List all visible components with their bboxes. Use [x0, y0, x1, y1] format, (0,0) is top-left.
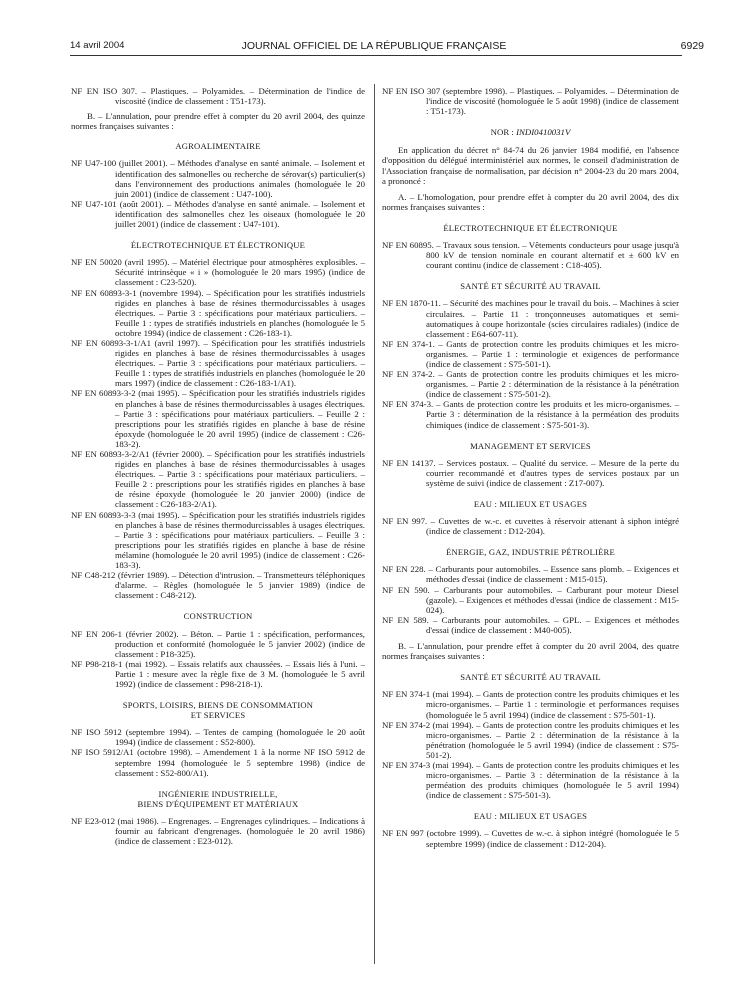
standard-entry: NF C48-212 (février 1989). – Détection d'intrusion. – Transmetteurs téléphoniques d'alarme. – Règles (homologuée le 5 janvier 1989) (indice de classement : C48-212). [71, 570, 365, 601]
standard-entry: NF EN 1870-11. – Sécurité des machines pour le travail du bois. – Machines à scier circulaires. – Partie 11 : tronçonneuses automatiques et semi-automatiques à coupe horizontale (scies circulaires radiales) (indice de classement : E64-607-11). [382, 298, 679, 339]
standard-entry: NF EN 60893-3-3 (mai 1995). – Spécification pour les stratifiés industriels rigides en planches à base de résines thermodurcissables à usages électriques. – Partie 3 : spécifications pour matériaux particuliers. – Feuille 3 : prescriptions pour les stratifiés rigides en planche à base de résine mélamine (homologuée le 20 avril 1995) (indice de classement : C26-183-3). [71, 509, 365, 571]
standard-entry: NF P98-218-1 (mai 1992). – Essais relatifs aux chaussées. – Essais liés à l'uni. – Partie 1 : mesure avec la règle fixe de 3 M. (homologuée le 5 avril 1992) (indice de classement : P98-218-1). [71, 658, 365, 689]
standard-entry: NF EN 589. – Carburants pour automobiles. – GPL. – Exigences et méthodes d'essai (indice de classement : M40-005). [382, 614, 679, 635]
standard-entry: NF EN 60893-3-1 (novembre 1994). – Spécification pour les stratifiés industriels rigides en planches à base de résines thermodurcissables à usages électriques. – Partie 3 : spécifications pour matériaux particuliers. – Feuille 1 : types de stratifiés industriels en planches (homologuée le 5 octobre 1994) (indice de classement : C26-183-1). [71, 287, 365, 338]
standard-entry: NF EN 60895. – Travaux sous tension. – Vêtements conducteurs pour usage jusqu'à 800 kV de tension nominale en courant alternatif et ± 600 kV en courant continu (indice de classement : C18-405). [382, 240, 679, 271]
section-heading: MANAGEMENT ET SERVICES [470, 440, 591, 451]
standard-entry: NF E23-012 (mai 1986). – Engrenages. – Engrenages cylindriques. – Indications à fournir au fabricant d'engrenages. (homologuée le 20 avril 1986) (indice de classement : E23-012). [71, 815, 365, 847]
left-column [71, 86, 365, 846]
standard-entry: NF EN 206-1 (février 2002). – Béton. – Partie 1 : spécification, performances, production et conformité (homologuée le 5 janvier 2002) (indice de classement : P18-325). [71, 628, 365, 659]
header-page-number: 6929 [680, 40, 704, 52]
standard-entry: NF EN 997. – Cuvettes de w.-c. et cuvettes à réservoir attenant à siphon intégré (indice de classement : D12-204). [382, 516, 679, 537]
column-divider [374, 84, 375, 964]
standard-entry: NF EN 60893-3-1/A1 (avril 1997). – Spécification pour les stratifiés industriels rigides en planches à base de résines thermodurcissables à usages électriques. – Partie 3 : spécifications pour matériaux particuliers. – Feuille 1 : types de stratifiés industriels en planches (homologuée le 20 mars 1997) (indice de classement : C26-183-1/A1). [71, 337, 365, 389]
standard-entry: NF EN 60893-3-2 (mai 1995). – Spécification pour les stratifiés industriels rigides en planches à base de résines thermodurcissables à usages électriques. – Partie 3 : spécifications pour matériaux particuliers. – Feuille 2 : prescriptions pour les stratifiés rigides en planche à base de résine époxyde (homologuée le 20 avril 1995) (indice de classement : C26-183-2). [71, 388, 365, 449]
standard-entry: NF EN 228. – Carburants pour automobiles. – Essence sans plomb. – Exigences et méthodes d'essai (indice de classement : M15-015). [382, 564, 679, 585]
section-heading: ÉLECTROTECHNIQUE ET ÉLECTRONIQUE [130, 240, 306, 251]
section-heading: EAU : MILIEUX ET USAGES [473, 499, 588, 509]
header-date: 14 avril 2004 [70, 40, 125, 51]
section-heading: EAU : MILIEUX ET USAGES [473, 811, 588, 822]
section-heading-line: BIENS D'ÉQUIPEMENT ET MATÉRIAUX [137, 798, 299, 809]
paragraph: En application du décret n° 84-74 du 26 janvier 1984 modifié, en l'absence d'opposition du délégué interministériel aux normes, le conseil d'administration de l'Association française de normalisation, par décision n° 2004-23 du 20 mars 2004, a prononcé : [382, 145, 679, 186]
section-heading-line: INGÉNIERIE INDUSTRIELLE, [158, 788, 278, 799]
standard-entry: NF EN 374-1. – Gants de protection contre les produits chimiques et les micro-organismes. – Partie 1 : terminologie et exigences de performance (indice de classement : S75-501-1). [382, 338, 679, 369]
paragraph: A. – L'homologation, pour prendre effet à compter du 20 avril 2004, des dix normes françaises suivantes : [382, 191, 679, 212]
standard-entry: NF EN 590. – Carburants pour automobiles. – Carburant pour moteur Diesel (gazole). – Exigences et méthodes d'essai (indice de classement : M15-024). [382, 584, 679, 615]
standard-entry: NF EN 374-1 (mai 1994). – Gants de protection contre les produits chimiques et les micro-organismes. – Partie 1 : terminologie et performances requises (homologuée le 5 avril 1994) (indice de classement : S75-501-1). [382, 689, 679, 720]
header-journal-title: JOURNAL OFFICIEL DE LA RÉPUBLIQUE FRANÇAISE [241, 40, 507, 52]
standard-entry: NF EN ISO 307. – Plastiques. – Polyamides. – Détermination de l'indice de viscosité (indice de classement : T51-173). [71, 86, 365, 107]
nor-code: INDI0410031V [516, 127, 571, 138]
standard-entry: NF U47-100 (juillet 2001). – Méthodes d'analyse en santé animale. – Isolement et identification des salmonelles ou recherche de sérovar(s) particulier(s) dans l'environnement des productions animales (homologuée le 20 juin 2001) (indice de classement : U47-100). [71, 158, 365, 199]
section-heading-line: SPORTS, LOISIRS, BIENS DE CONSOMMATION [122, 700, 314, 711]
paragraph: B. – L'annulation, pour prendre effet à compter du 20 avril 2004, des quatre normes françaises suivantes : [382, 641, 679, 662]
right-column [382, 86, 679, 849]
standard-entry: NF ISO 5912 (septembre 1994). – Tentes de camping (homologuée le 20 août 1994) (indice de classement : S52-800). [71, 727, 365, 748]
section-heading: AGROALIMENTAIRE [175, 141, 261, 152]
section-heading [71, 700, 365, 720]
section-heading-line: ET SERVICES [190, 710, 246, 721]
paragraph: B. – L'annulation, pour prendre effet à compter du 20 avril 2004, des quinze normes françaises suivantes : [71, 111, 365, 132]
nor-reference [382, 127, 679, 137]
standard-entry: NF EN 374-3. – Gants de protection contre les produits et les micro-organismes. – Partie 3 : détermination de la résistance à la perméation des produits chimiques (indice de classement : S75-501-3). [382, 399, 679, 430]
standard-entry: NF EN 374-2. – Gants de protection contre les produits chimiques et les micro-organismes. – Partie 2 : détermination de la résistance à la pénétration (indice de classement : S75-501-2). [382, 369, 679, 400]
section-heading [71, 789, 365, 809]
header-rule [70, 55, 682, 56]
section-heading: CONSTRUCTION [183, 611, 253, 622]
section-heading: SANTÉ ET SÉCURITÉ AU TRAVAIL [460, 281, 601, 292]
standard-entry: NF EN 50020 (avril 1995). – Matériel électrique pour atmosphères explosibles. – Sécurité intrinsèque « i » (homologuée le 20 mars 1995) (indice de classement : C23-520). [71, 257, 365, 288]
section-heading: SANTÉ ET SÉCURITÉ AU TRAVAIL [460, 672, 601, 683]
standard-entry: NF EN 374-2 (mai 1994). – Gants de protection contre les produits chimiques et les micro-organismes. – Partie 2 : détermination de la résistance à la pénétration (homologuée le 5 avril 1994) (indice de classement : S75-501-2). [382, 719, 679, 760]
standard-entry: NF EN 997 (octobre 1999). – Cuvettes de w.-c. à siphon intégré (homologuée le 5 septembre 1999) (indice de classement : D12-204). [382, 828, 679, 849]
standard-entry: NF EN 14137. – Services postaux. – Qualité du service. – Mesure de la perte du courrier recommandé et d'autres types de services postaux par un système de suivi (indice de classement : Z17-007). [382, 457, 679, 488]
standard-entry: NF U47-101 (août 2001). – Méthodes d'analyse en santé animale. – Isolement et identification des salmonelles chez les oiseaux (homologuée le 20 juillet 2001) (indice de classement : U47-101). [71, 198, 365, 230]
standard-entry: NF EN ISO 307 (septembre 1998). – Plastiques. – Polyamides. – Détermination de l'indice de viscosité (homologuée le 5 août 1998) (indice de classement : T51-173). [382, 86, 679, 117]
nor-label: NOR : [490, 127, 517, 138]
section-heading: ÉNERGIE, GAZ, INDUSTRIE PÉTROLIÈRE [446, 547, 615, 558]
standard-entry: NF EN 374-3 (mai 1994). – Gants de protection contre les produits chimiques et les micro-organismes. – Partie 3 : détermination de la résistance à la perméation des produits chimiques (homologuée le 5 avril 1994) (indice de classement : S75-501-3). [382, 759, 679, 801]
section-heading: ÉLECTROTECHNIQUE ET ÉLECTRONIQUE [443, 222, 618, 233]
standard-entry: NF ISO 5912/A1 (octobre 1998). – Amendement 1 à la norme NF ISO 5912 de septembre 1994 (homologuée le 5 septembre 1998) (indice de classement : S52-800/A1). [71, 747, 365, 778]
standard-entry: NF EN 60893-3-2/A1 (février 2000). – Spécification pour les stratifiés industriels rigides en planches à base de résines thermodurcissables à usages électriques. – Partie 3 : spécifications pour matériaux particuliers. – Feuille 2 : prescriptions pour les stratifiés rigides en planches à base de résine époxyde (homologuée le 20 janvier 2000) (indice de classement : C26-183-2/A1). [71, 449, 365, 510]
